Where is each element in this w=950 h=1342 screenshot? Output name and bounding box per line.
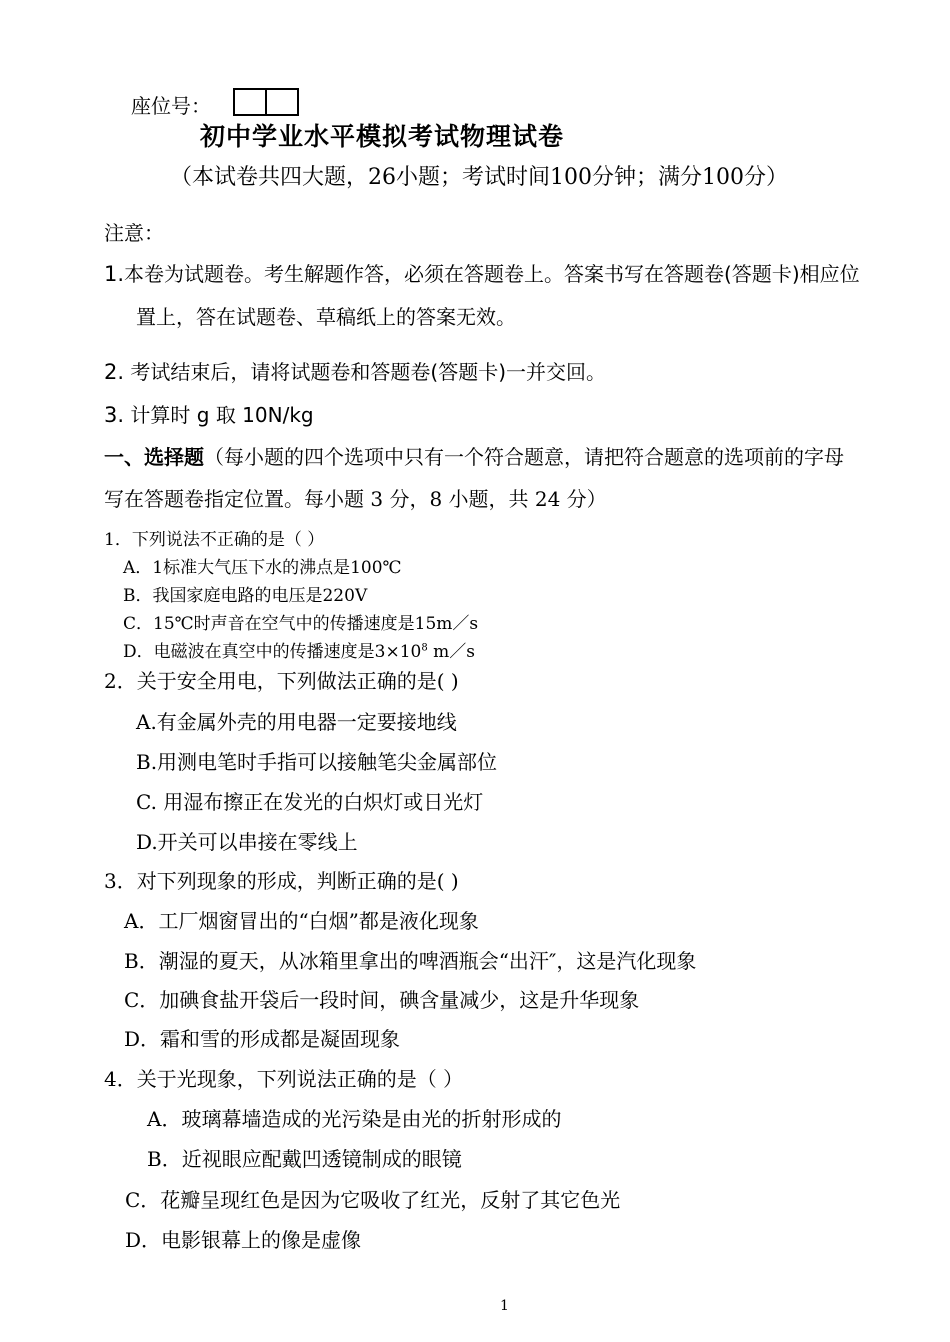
note-text: 计算时 g 取 10N/kg xyxy=(130,403,314,427)
exam-title: 初中学业水平模拟考试物理试卷 xyxy=(200,122,565,151)
notes-label: 注意： xyxy=(104,221,164,245)
exam-subtitle: （本试卷共四大题，26小题；考试时间100分钟；满分100分） xyxy=(170,165,788,190)
note-item-2 xyxy=(104,356,606,385)
question-1-option-d xyxy=(123,637,475,662)
note-number: 2. xyxy=(104,360,125,384)
question-2-stem: 2．关于安全用电，下列做法正确的是( ) xyxy=(104,669,459,693)
note-item-1 xyxy=(104,258,860,287)
question-1-stem: 1．下列说法不正确的是（ ） xyxy=(104,530,325,550)
section-1-desc: （每小题的四个选项中只有一个符合题意，请把符合题意的选项前的字母 xyxy=(204,445,844,469)
question-3-option-d: D．霜和雪的形成都是凝固现象 xyxy=(124,1027,401,1051)
question-2-option-c: C. 用湿布擦正在发光的白炽灯或日光灯 xyxy=(136,790,484,814)
seat-number-label: 座位号： xyxy=(131,94,211,118)
page-number: 1 xyxy=(500,1298,509,1314)
question-3-option-b: B．潮湿的夏天，从冰箱里拿出的啤酒瓶会“出汗″，这是汽化现象 xyxy=(124,949,697,973)
question-4-option-b: B．近视眼应配戴凹透镜制成的眼镜 xyxy=(147,1147,462,1171)
question-1-option-b: B．我国家庭电路的电压是220V xyxy=(123,586,368,606)
question-3-option-a: A．工厂烟窗冒出的“白烟”都是液化现象 xyxy=(124,909,479,933)
note-text: 本卷为试题卷。考生解题作答，必须在答题卷上。答案书写在答题卷(答题卡)相应位 xyxy=(124,262,860,286)
question-1-option-a: A．1标准大气压下水的沸点是100℃ xyxy=(123,558,402,578)
note-text: 考试结束后，请将试题卷和答题卷(答题卡)一并交回。 xyxy=(130,360,607,384)
seat-box-2 xyxy=(267,90,297,114)
question-4-stem: 4．关于光现象，下列说法正确的是（ ） xyxy=(104,1067,464,1091)
note-item-3 xyxy=(104,399,314,428)
question-3-option-c: C．加碘食盐开袋后一段时间，碘含量减少，这是升华现象 xyxy=(124,988,640,1012)
section-1-heading-line xyxy=(104,441,844,470)
note-number: 3. xyxy=(104,403,125,427)
seat-number-boxes xyxy=(233,88,299,116)
question-4-option-c: C．花瓣呈现红色是因为它吸收了红光，反射了其它色光 xyxy=(125,1188,621,1212)
question-2-option-a: A.有金属外壳的用电器一定要接地线 xyxy=(136,710,457,734)
question-4-option-a: A．玻璃幕墙造成的光污染是由光的折射形成的 xyxy=(147,1107,562,1131)
seat-box-1 xyxy=(235,90,267,114)
note-item-1-continued: 置上，答在试题卷、草稿纸上的答案无效。 xyxy=(136,305,516,329)
option-d-exponent: 8 xyxy=(421,642,428,654)
question-2-option-b: B.用测电笔时手指可以接触笔尖金属部位 xyxy=(136,750,498,774)
section-1-heading: 一、选择题 xyxy=(104,445,204,469)
question-2-option-d: D.开关可以串接在零线上 xyxy=(136,830,358,854)
option-d-text: D．电磁波在真空中的传播速度是3×10 xyxy=(123,642,422,662)
question-1-option-c: C．15℃时声音在空气中的传播速度是15m／s xyxy=(123,614,479,634)
question-4-option-d: D．电影银幕上的像是虚像 xyxy=(125,1228,362,1252)
section-1-desc-continued: 写在答题卷指定位置。每小题 3 分，8 小题，共 24 分） xyxy=(104,487,607,511)
note-number: 1. xyxy=(104,262,125,286)
question-3-stem: 3．对下列现象的形成，判断正确的是( ) xyxy=(104,869,459,893)
option-d-unit: m／s xyxy=(427,642,475,662)
